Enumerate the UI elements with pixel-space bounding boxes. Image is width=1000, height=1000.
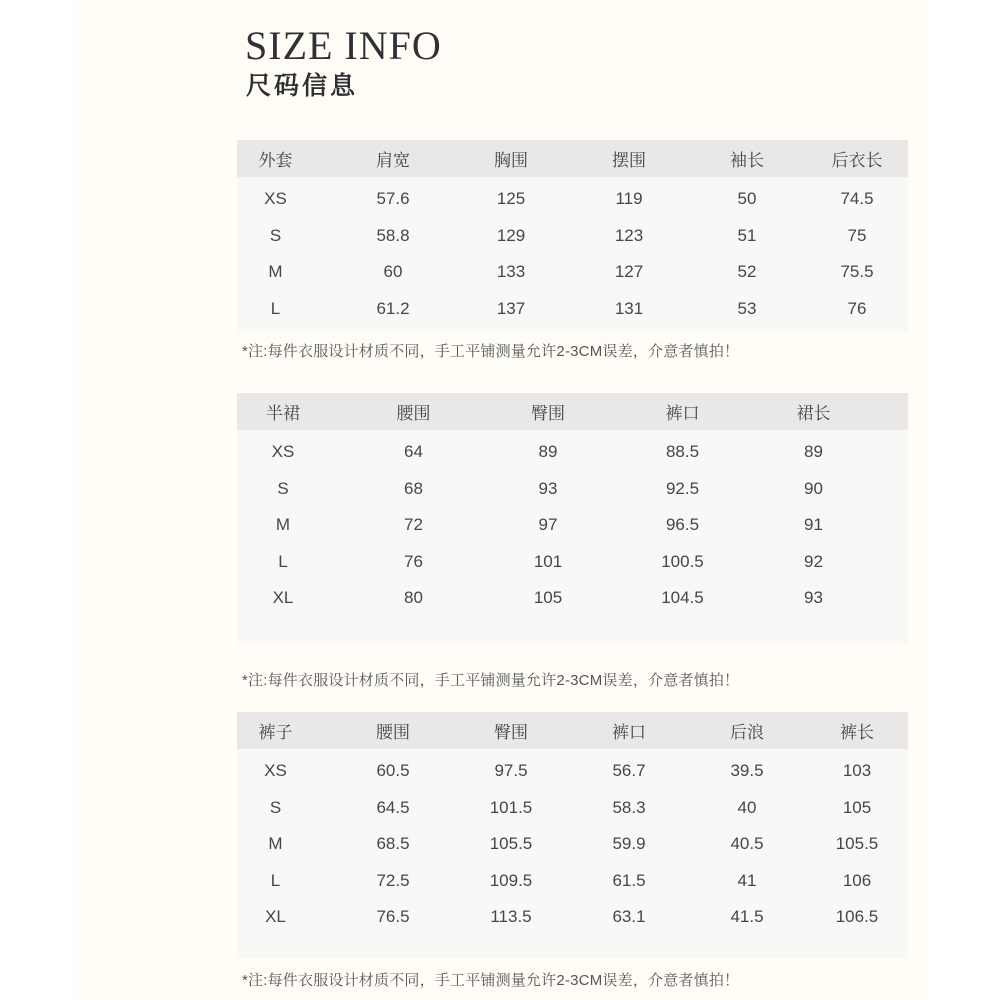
pants-size-table-block <box>237 712 908 958</box>
size-row <box>237 291 908 328</box>
measurement-value: 91 <box>804 515 823 535</box>
measurement-value: 88.5 <box>665 442 700 462</box>
skirt-size-table <box>237 393 908 617</box>
measurement-value: 93 <box>538 478 558 498</box>
size-label: XL <box>265 907 286 927</box>
measurement-value: 58.3 <box>612 797 646 817</box>
measurement-value: 57.6 <box>376 189 410 209</box>
size-row <box>237 218 908 255</box>
column-header: 胸围 <box>452 140 570 177</box>
measurement-value: 92.5 <box>665 478 700 498</box>
measurement-value: 103 <box>842 761 872 781</box>
size-label: S <box>269 225 282 245</box>
column-header: 裤口 <box>570 712 688 749</box>
skirt-size-table-block <box>237 393 908 643</box>
measurement-value: 92 <box>804 551 823 571</box>
measurement-value: 101 <box>533 551 563 571</box>
size-label: M <box>275 515 291 535</box>
measurement-value: 74.5 <box>840 189 874 209</box>
column-header: 裙长 <box>749 393 908 430</box>
measurement-value: 50 <box>737 189 757 209</box>
measurement-value: 105 <box>842 797 872 817</box>
measurement-value: 137 <box>496 298 526 318</box>
measurement-value: 129 <box>496 225 526 245</box>
measurement-value: 105.5 <box>489 834 533 854</box>
column-header: 后衣长 <box>806 140 908 177</box>
measurement-value: 113.5 <box>490 907 532 927</box>
measurement-value: 41 <box>737 870 757 890</box>
measurement-value: 68 <box>404 478 423 498</box>
size-row <box>237 430 908 471</box>
coat-size-table-block <box>237 140 908 333</box>
measurement-value: 93 <box>804 588 823 608</box>
size-row <box>237 254 908 291</box>
column-header: 腰围 <box>334 712 452 749</box>
measurement-value: 41.5 <box>730 907 764 927</box>
size-row <box>237 544 908 581</box>
column-header: 臀围 <box>480 393 616 430</box>
measurement-value: 64.5 <box>376 797 410 817</box>
table-header-row <box>237 393 908 430</box>
measurement-value: 125 <box>496 189 526 209</box>
measurement-value: 127 <box>614 262 644 282</box>
measurement-value: 104.5 <box>661 588 704 608</box>
measurement-value: 61.2 <box>376 298 410 318</box>
product-header: 外套 <box>237 140 334 177</box>
measurement-value: 133 <box>496 262 526 282</box>
measurement-value: 96.5 <box>665 515 700 535</box>
measurement-value: 39.5 <box>730 761 764 781</box>
measurement-value: 119 <box>615 189 643 209</box>
page-subtitle: 尺码信息 <box>246 72 359 100</box>
product-header: 裤子 <box>237 712 334 749</box>
size-row <box>237 507 908 544</box>
column-header: 腰围 <box>347 393 480 430</box>
measurement-note-coat: *注:每件衣服设计材质不同，手工平铺测量允许2-3CM误差，介意者慎拍！ <box>242 343 740 360</box>
table-header-row <box>237 140 908 177</box>
coat-size-table <box>237 140 908 327</box>
size-label: XS <box>264 761 287 781</box>
column-header: 肩宽 <box>334 140 452 177</box>
pants-size-table <box>237 712 908 936</box>
size-row <box>237 580 908 617</box>
product-header: 半裙 <box>237 393 347 430</box>
measurement-value: 106.5 <box>835 907 879 927</box>
column-header: 摆围 <box>570 140 688 177</box>
measurement-value: 58.8 <box>376 225 410 245</box>
measurement-value: 123 <box>614 225 644 245</box>
measurement-value: 97 <box>538 515 558 535</box>
measurement-value: 105.5 <box>835 834 879 854</box>
measurement-value: 76 <box>404 551 423 571</box>
measurement-value: 80 <box>404 588 423 608</box>
measurement-value: 68.5 <box>376 834 410 854</box>
size-row <box>237 899 908 936</box>
size-row <box>237 863 908 900</box>
measurement-value: 64 <box>404 442 423 462</box>
size-label: S <box>269 797 282 817</box>
measurement-value: 53 <box>737 298 757 318</box>
measurement-value: 106 <box>842 870 872 890</box>
column-header: 臀围 <box>452 712 570 749</box>
measurement-value: 109.5 <box>489 870 533 890</box>
measurement-note-pants: *注:每件衣服设计材质不同，手工平铺测量允许2-3CM误差，介意者慎拍！ <box>242 972 740 989</box>
size-label: L <box>270 870 281 890</box>
size-row <box>237 790 908 827</box>
measurement-value: 63.1 <box>612 907 646 927</box>
page-title: SIZE INFO <box>245 23 442 68</box>
measurement-value: 60 <box>383 262 403 282</box>
measurement-value: 101.5 <box>489 797 533 817</box>
measurement-value: 105 <box>533 588 563 608</box>
measurement-value: 76.5 <box>376 907 410 927</box>
measurement-value: 100.5 <box>661 551 704 571</box>
measurement-value: 56.7 <box>612 761 646 781</box>
measurement-value: 40.5 <box>730 834 764 854</box>
size-label: XL <box>272 588 294 608</box>
size-label: S <box>277 478 289 498</box>
size-label: XS <box>264 189 287 209</box>
column-header: 裤口 <box>616 393 749 430</box>
measurement-value: 75 <box>847 225 867 245</box>
measurement-value: 72 <box>404 515 423 535</box>
size-label: M <box>268 834 283 854</box>
measurement-value: 59.9 <box>612 834 646 854</box>
size-label: L <box>270 298 281 318</box>
size-info-card <box>75 0 927 1000</box>
size-row <box>237 826 908 863</box>
size-label: XS <box>271 442 295 462</box>
measurement-value: 90 <box>804 478 823 498</box>
measurement-value: 131 <box>614 298 644 318</box>
measurement-value: 89 <box>538 442 558 462</box>
measurement-value: 60.5 <box>376 761 410 781</box>
column-header: 裤长 <box>806 712 908 749</box>
measurement-note-skirt: *注:每件衣服设计材质不同，手工平铺测量允许2-3CM误差，介意者慎拍！ <box>242 672 740 689</box>
size-row <box>237 471 908 508</box>
measurement-value: 40 <box>737 797 757 817</box>
measurement-value: 51 <box>737 225 757 245</box>
size-row <box>237 749 908 790</box>
size-label: M <box>268 262 283 282</box>
measurement-value: 72.5 <box>376 870 410 890</box>
size-row <box>237 177 908 218</box>
measurement-value: 52 <box>737 262 757 282</box>
measurement-value: 61.5 <box>612 870 646 890</box>
measurement-value: 76 <box>847 298 867 318</box>
table-header-row <box>237 712 908 749</box>
size-label: L <box>278 551 288 571</box>
measurement-value: 97.5 <box>494 761 528 781</box>
column-header: 袖长 <box>688 140 806 177</box>
measurement-value: 75.5 <box>840 262 874 282</box>
column-header: 后浪 <box>688 712 806 749</box>
measurement-value: 89 <box>804 442 823 462</box>
